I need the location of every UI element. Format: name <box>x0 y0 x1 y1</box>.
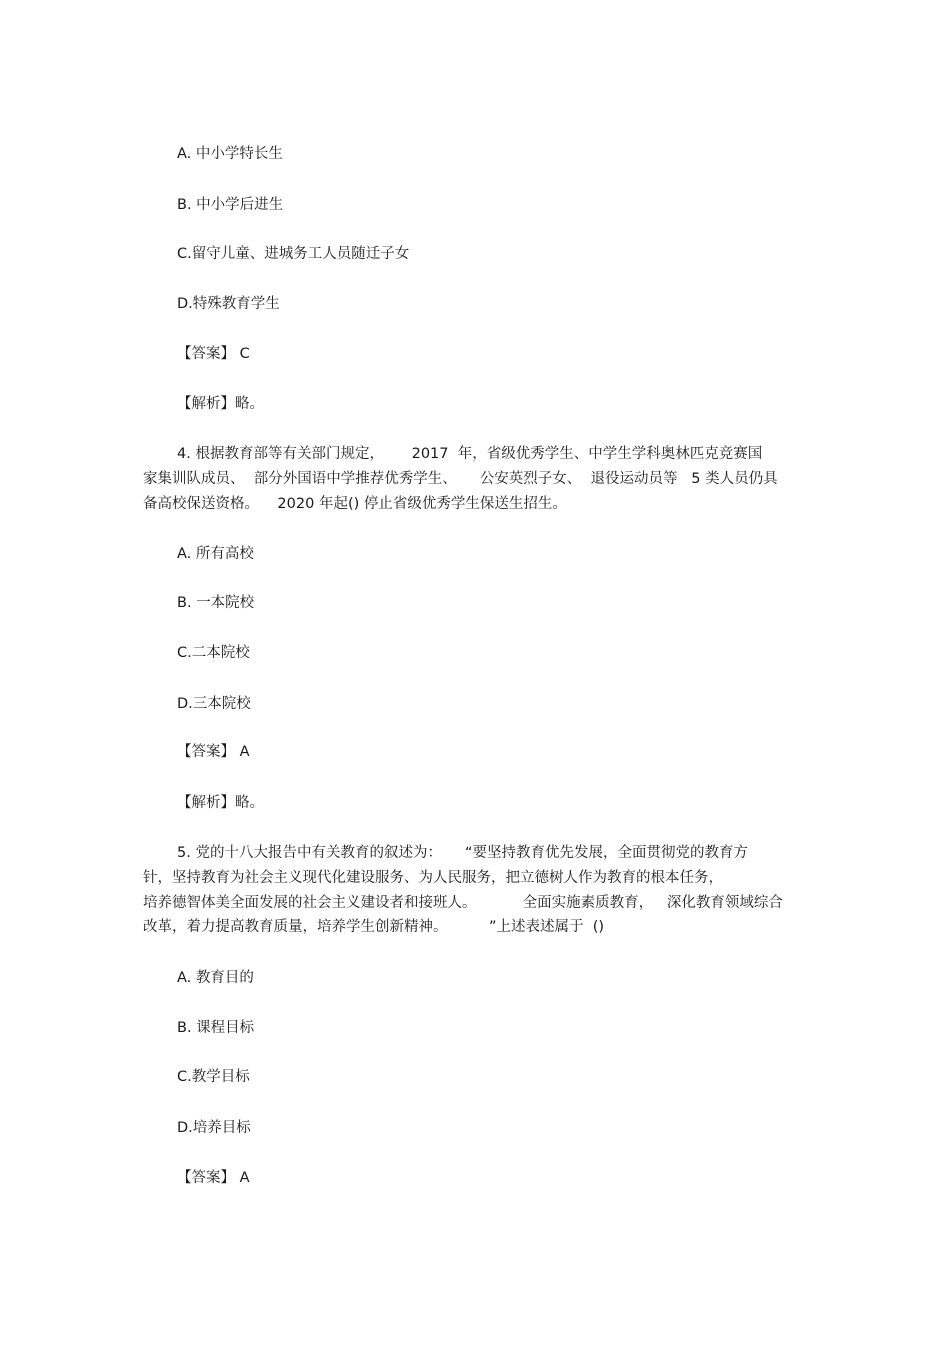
q5-answer: 【答案】 A <box>177 1170 250 1186</box>
q5-question-line-1: 5. 党的十八大报告中有关教育的叙述为： “要坚持教育优先发展，全面贯彻党的教育方 <box>177 845 748 861</box>
q3-analysis: 【解析】略。 <box>177 396 264 412</box>
q4-option-b: B. 一本院校 <box>177 595 255 611</box>
q4-question-line-3: 备高校保送资格。 2020 年起() 停止省级优秀学生保送生招生。 <box>143 496 567 512</box>
q5-option-b: B. 课程目标 <box>177 1020 255 1036</box>
q4-option-c: C.二本院校 <box>177 645 250 661</box>
q4-option-d: D.三本院校 <box>177 696 251 712</box>
q4-question-line-1: 4. 根据教育部等有关部门规定， 2017 年，省级优秀学生、中学生学科奥林匹克竞赛国 <box>177 446 763 462</box>
q5-question-line-4: 改革，着力提高教育质量，培养学生创新精神。 ”上述表述属于 () <box>143 919 605 935</box>
q5-option-a: A. 教育目的 <box>177 970 254 986</box>
q3-answer: 【答案】 C <box>177 346 250 362</box>
q4-analysis: 【解析】略。 <box>177 795 264 811</box>
q3-option-d: D.特殊教育学生 <box>177 296 280 312</box>
q5-question-line-3: 培养德智体美全面发展的社会主义建设者和接班人。 全面实施素质教育， 深化教育领域综合 <box>143 895 783 911</box>
q5-option-d: D.培养目标 <box>177 1120 251 1136</box>
q5-question-line-2: 针，坚持教育为社会主义现代化建设服务、为人民服务，把立德树人作为教育的根本任务， <box>143 870 723 886</box>
q3-option-c: C.留守儿童、进城务工人员随迁子女 <box>177 246 410 262</box>
q3-option-b: B. 中小学后进生 <box>177 197 284 213</box>
q5-option-c: C.教学目标 <box>177 1069 250 1085</box>
q4-question-line-2: 家集训队成员、 部分外国语中学推荐优秀学生、 公安英烈子女、 退役运动员等 5 类人员仍具 <box>143 471 778 487</box>
q4-option-a: A. 所有高校 <box>177 546 254 562</box>
q4-answer: 【答案】 A <box>177 744 250 760</box>
q3-option-a: A. 中小学特长生 <box>177 146 283 162</box>
